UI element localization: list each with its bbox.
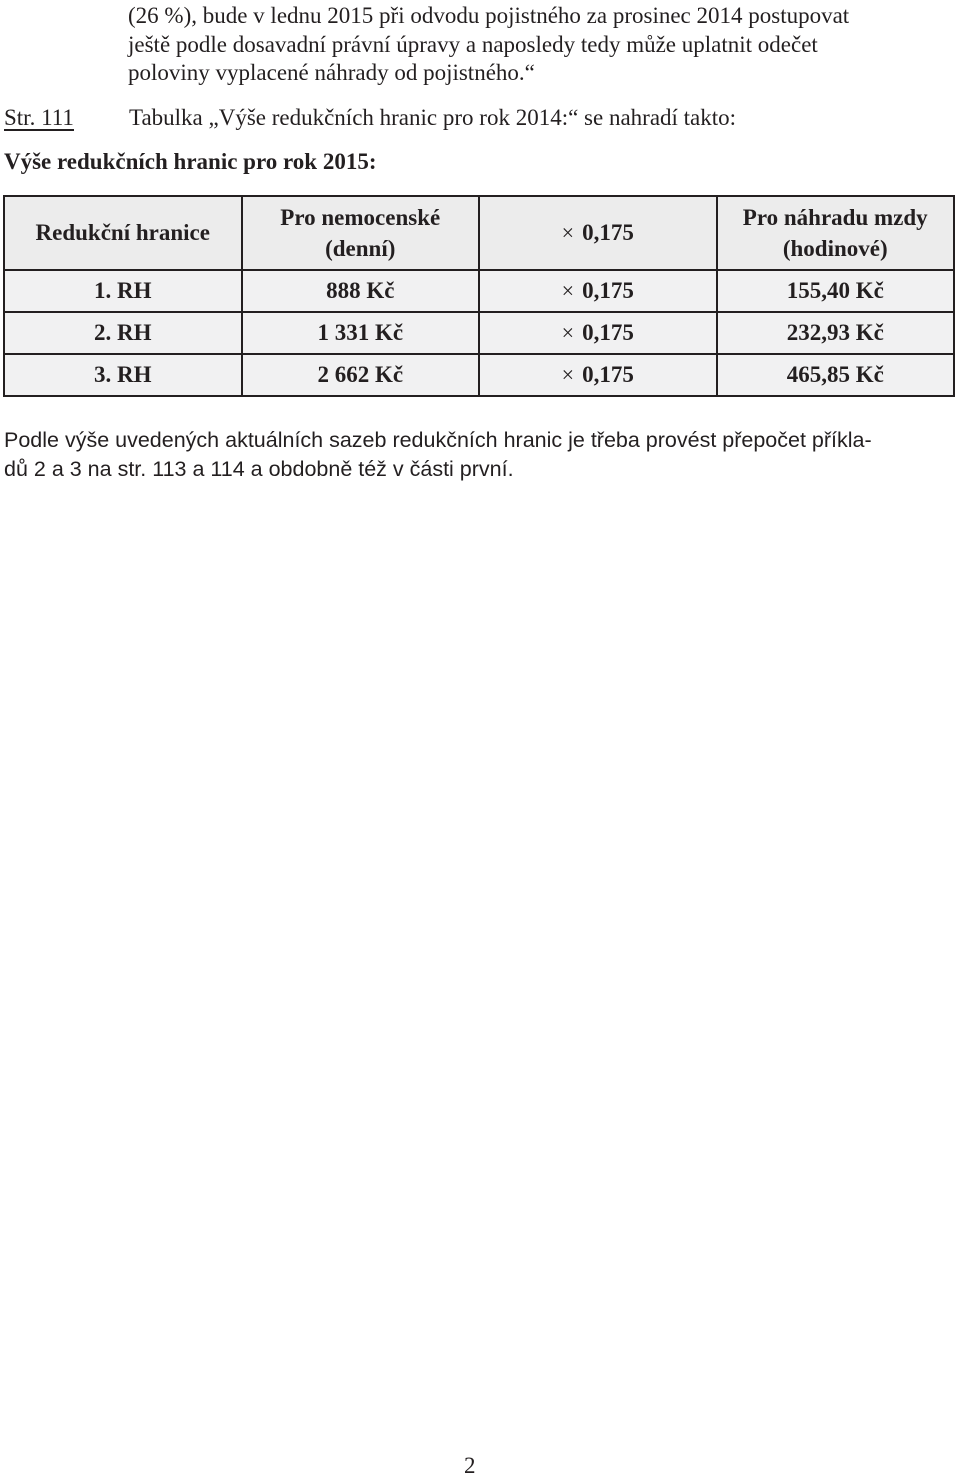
cell-factor: × 0,175 [479,270,717,312]
header-factor: × 0,175 [479,196,717,270]
cell-label: 3. RH [4,354,242,396]
cell-factor: × 0,175 [479,312,717,354]
header-wage-hourly: Pro náhradu mzdy (hodinové) [717,196,955,270]
table-title: Výše redukčních hranic pro rok 2015: [4,149,377,174]
cell-daily: 1 331 Kč [242,312,480,354]
cell-hourly: 155,40 Kč [717,270,955,312]
table-row [4,312,954,354]
multiply-icon: × [561,320,575,345]
cell-factor: × 0,175 [479,354,717,396]
cell-daily: 888 Kč [242,270,480,312]
outro-line: Podle výše uvedených aktuálních sazeb redukčních hranic je třeba provést přepočet příkla- [4,428,872,452]
multiply-icon: × [561,362,575,387]
header-reduction-limit: Redukční hranice [4,196,242,270]
cell-hourly: 232,93 Kč [717,312,955,354]
intro-line: (26 %), bude v lednu 2015 při odvodu pojistného za prosinec 2014 postupovat [128,3,850,28]
amendment-instruction: Tabulka „Výše redukčních hranic pro rok 2014:“ se nahradí takto: [129,105,737,130]
table-row [4,270,954,312]
intro-line: ještě podle dosavadní právní úpravy a naposledy tedy může uplatnit odečet [128,31,818,57]
cell-hourly: 465,85 Kč [717,354,955,396]
reduction-limits-table [3,195,955,397]
cell-daily: 2 662 Kč [242,354,480,396]
multiply-icon: × [561,278,575,303]
page-number: 2 [464,1453,476,1478]
table-row [4,354,954,396]
multiply-icon: × [561,220,575,245]
outro-line: dů 2 a 3 na str. 113 a 114 a obdobně též v části první. [4,457,514,481]
intro-line: poloviny vyplacené náhrady od pojistného.“ [128,60,535,85]
header-sickness-daily: Pro nemocenské (denní) [242,196,480,270]
cell-label: 2. RH [4,312,242,354]
cell-label: 1. RH [4,270,242,312]
intro-paragraph [128,2,956,88]
closing-paragraph [4,426,954,484]
page-reference: Str. 111 [4,105,74,130]
table-header-row [4,196,954,270]
